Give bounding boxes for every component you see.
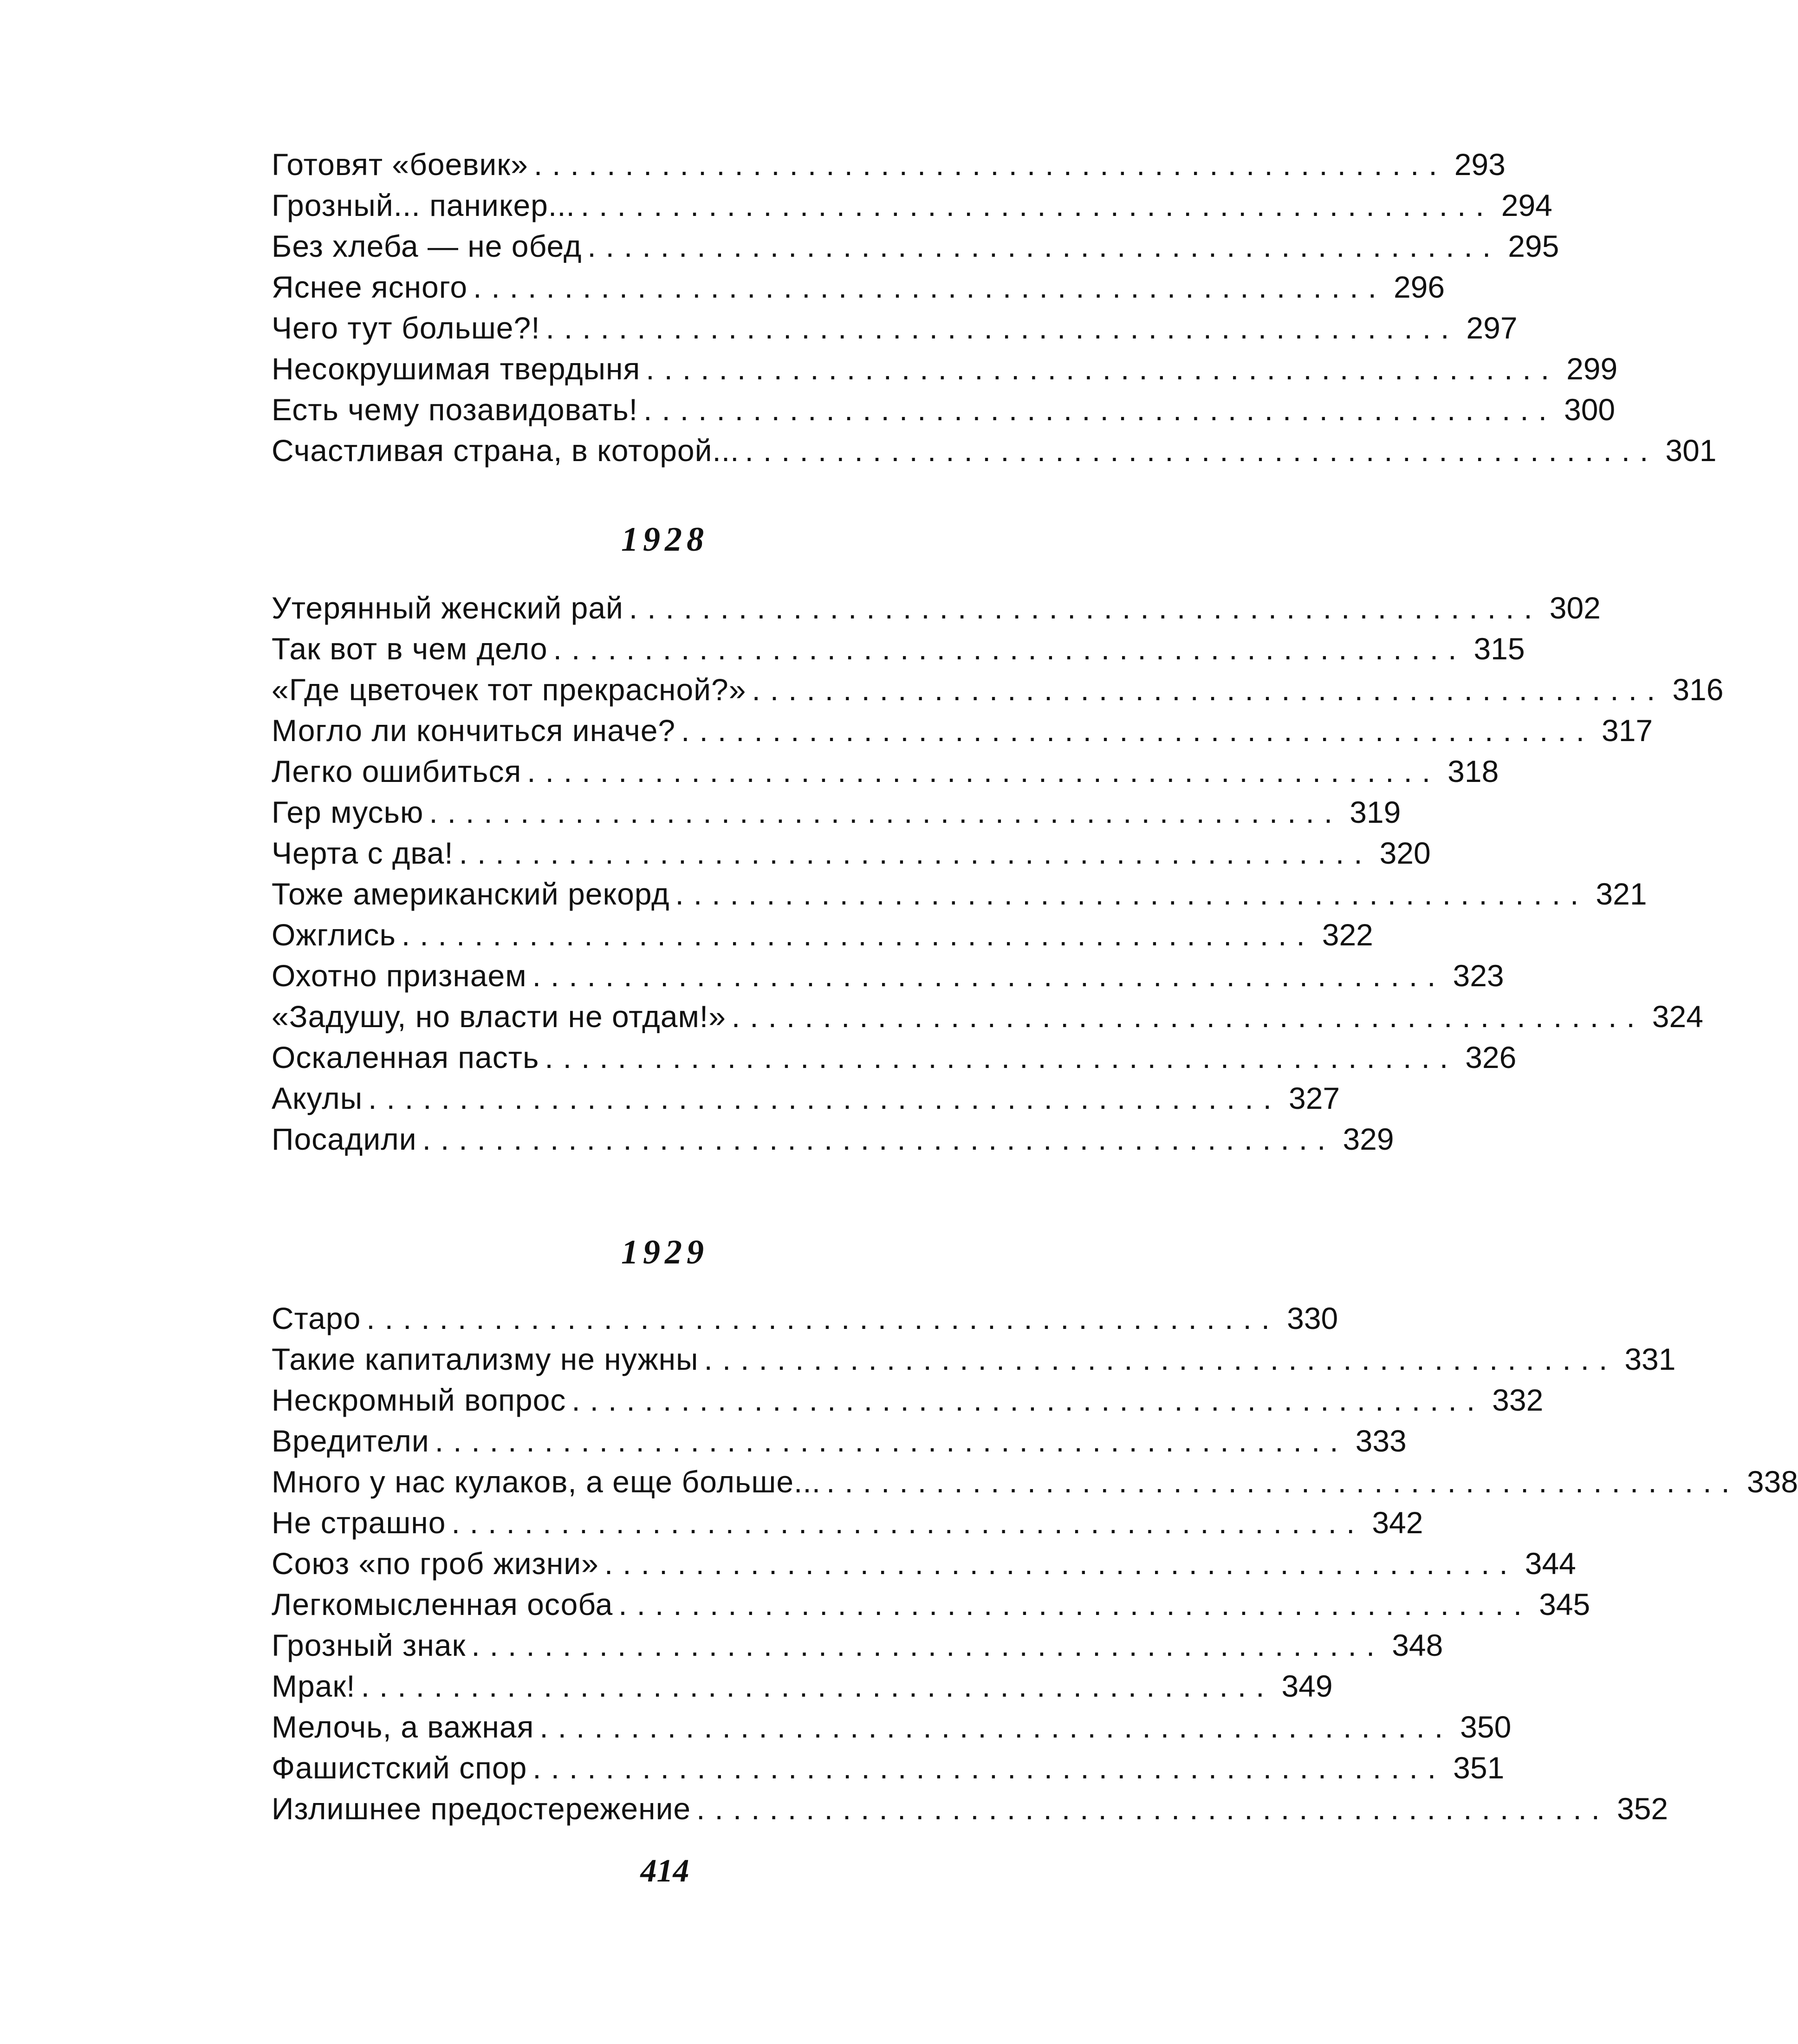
toc-entry: [272, 226, 1559, 267]
toc-entry-page: 294: [1501, 188, 1552, 222]
toc-entry: [272, 628, 1525, 669]
toc-entry-title: Охотно признаем: [272, 958, 527, 993]
toc-entry: [272, 996, 1703, 1037]
toc-section-1928: [272, 587, 1724, 1159]
toc-entry-page: 333: [1355, 1424, 1407, 1458]
toc-leader-dots: ..................................................: [571, 1383, 1485, 1417]
toc-leader-dots: ..................................................: [435, 1424, 1348, 1458]
toc-entry-page: 319: [1350, 795, 1401, 829]
toc-leader-dots: ..................................................: [459, 836, 1372, 870]
toc-entry-title: Яснее ясного: [272, 270, 468, 304]
toc-entry-page: 315: [1473, 631, 1525, 666]
toc-leader-dots: ..................................................: [532, 958, 1446, 993]
toc-entry-title: Мрак!: [272, 1669, 356, 1703]
toc-entry-page: 300: [1564, 392, 1616, 427]
toc-leader-dots: ..................................................: [451, 1505, 1365, 1540]
toc-entry-page: 329: [1343, 1122, 1394, 1156]
toc-leader-dots: ..................................................: [429, 795, 1343, 829]
toc-entry: [272, 1666, 1333, 1706]
toc-entry-page: 345: [1539, 1587, 1590, 1621]
toc-entry-title: Такие капитализму не нужны: [272, 1342, 699, 1376]
toc-entry-page: 342: [1372, 1505, 1423, 1540]
toc-entry-title: Ожглись: [272, 918, 396, 952]
toc-leader-dots: ..................................................: [539, 1710, 1453, 1744]
toc-leader-dots: ..................................................: [532, 1751, 1446, 1785]
toc-entry: [272, 1788, 1668, 1829]
toc-entry: [272, 1584, 1590, 1625]
toc-entry: [272, 1119, 1394, 1159]
toc-leader-dots: ..................................................: [553, 631, 1467, 666]
toc-leader-dots: ..................................................: [587, 229, 1501, 263]
toc-leader-dots: ..................................................: [629, 591, 1542, 625]
toc-entry: [272, 1298, 1338, 1339]
toc-leader-dots: ..................................................: [533, 147, 1447, 182]
toc-entry-title: Фашистский спор: [272, 1751, 527, 1785]
toc-entry-page: 323: [1453, 958, 1504, 993]
toc-entry-title: Могло ли кончиться иначе?: [272, 713, 676, 748]
toc-entry: [272, 144, 1506, 185]
toc-entry-page: 330: [1287, 1301, 1338, 1335]
toc-entry-page: 324: [1652, 999, 1703, 1034]
toc-entry: [272, 1543, 1576, 1584]
toc-entry: [272, 1625, 1443, 1666]
toc-entry: [272, 1502, 1423, 1543]
toc-entry-title: Несокрушимая твердыня: [272, 352, 641, 386]
toc-entry-title: Не страшно: [272, 1505, 446, 1540]
toc-leader-dots: ..................................................: [361, 1669, 1274, 1703]
toc-leader-dots: ..................................................: [545, 1040, 1458, 1074]
toc-entry-page: 299: [1566, 352, 1618, 386]
toc-leader-dots: ..................................................: [422, 1122, 1336, 1156]
toc-entry-page: 317: [1602, 713, 1653, 748]
toc-entry-page: 331: [1624, 1342, 1676, 1376]
toc-entry-title: Утерянный женский рай: [272, 591, 623, 625]
toc-entry-page: 301: [1665, 433, 1717, 468]
toc-entry-title: «Где цветочек тот прекрасной?»: [272, 672, 746, 707]
toc-leader-dots: ..................................................: [731, 999, 1645, 1034]
toc-entry: [272, 1461, 1798, 1502]
toc-entry: [272, 307, 1518, 348]
toc-entry-page: 296: [1393, 270, 1445, 304]
toc-entry-page: 332: [1492, 1383, 1544, 1417]
toc-entry-title: Тоже американский рекорд: [272, 877, 670, 911]
toc-leader-dots: ..................................................: [368, 1081, 1281, 1115]
toc-entry-title: Оскаленная пасть: [272, 1040, 539, 1074]
toc-entry-title: Без хлеба — не обед: [272, 229, 582, 263]
toc-leader-dots: ..................................................: [618, 1587, 1532, 1621]
toc-entry-title: Мелочь, а важная: [272, 1710, 534, 1744]
toc-entry: [272, 1747, 1505, 1788]
toc-entry-title: Легкомысленная особа: [272, 1587, 613, 1621]
toc-entry-title: Старо: [272, 1301, 361, 1335]
toc-leader-dots: ..................................................: [752, 672, 1665, 707]
toc-entry: [272, 587, 1601, 628]
toc-entry-title: Союз «по гроб жизни»: [272, 1546, 599, 1581]
toc-entry-title: Много у нас кулаков, а еще больше...: [272, 1465, 821, 1499]
toc-leader-dots: ..................................................: [545, 311, 1459, 345]
toc-entry-page: 321: [1596, 877, 1647, 911]
toc-entry-title: Грозный... паникер...: [272, 188, 575, 222]
toc-entry: [272, 792, 1401, 833]
toc-entry-page: 293: [1454, 147, 1506, 182]
toc-entry: [272, 710, 1653, 751]
toc-leader-dots: ..................................................: [401, 918, 1315, 952]
toc-leader-dots: ..................................................: [527, 754, 1441, 788]
toc-entry-page: 295: [1508, 229, 1559, 263]
toc-entry-page: 322: [1322, 918, 1373, 952]
toc-entry-page: 351: [1453, 1751, 1505, 1785]
toc-leader-dots: ..................................................: [471, 1628, 1385, 1662]
toc-entry-title: Так вот в чем дело: [272, 631, 548, 666]
toc-entry: [272, 669, 1724, 710]
toc-entry-title: Счастливая страна, в которой...: [272, 433, 740, 468]
toc-entry-title: Излишнее предостережение: [272, 1791, 691, 1826]
toc-entry-title: Посадили: [272, 1122, 417, 1156]
toc-leader-dots: ..................................................: [604, 1546, 1518, 1581]
toc-entry: [272, 1420, 1407, 1461]
toc-leader-dots: ..................................................: [580, 188, 1494, 222]
toc-entry: [272, 389, 1616, 430]
toc-entry: [272, 348, 1618, 389]
toc-entry-title: Акулы: [272, 1081, 363, 1115]
toc-entry-page: 320: [1379, 836, 1431, 870]
toc-entry: [272, 185, 1552, 226]
toc-entry: [272, 873, 1647, 914]
toc-entry: [272, 1380, 1544, 1420]
toc-entry-page: 326: [1465, 1040, 1517, 1074]
toc-leader-dots: ..................................................: [646, 352, 1559, 386]
toc-entry: [272, 267, 1445, 307]
toc-entry-title: Легко ошибиться: [272, 754, 522, 788]
toc-leader-dots: ..................................................: [826, 1465, 1740, 1499]
toc-entry-page: 302: [1549, 591, 1601, 625]
toc-leader-dots: ..................................................: [675, 877, 1589, 911]
toc-section-continued: [272, 144, 1717, 471]
toc-entry: [272, 430, 1717, 471]
toc-entry-page: 318: [1447, 754, 1499, 788]
toc-leader-dots: ..................................................: [473, 270, 1386, 304]
toc-leader-dots: ..................................................: [366, 1301, 1280, 1335]
toc-entry-title: Нескромный вопрос: [272, 1383, 566, 1417]
toc-entry-page: 327: [1289, 1081, 1340, 1115]
toc-entry: [272, 1339, 1676, 1380]
toc-entry: [272, 1078, 1340, 1119]
toc-leader-dots: ..................................................: [745, 433, 1658, 468]
toc-entry-page: 348: [1392, 1628, 1443, 1662]
toc-leader-dots: ..................................................: [696, 1791, 1610, 1826]
toc-entry-page: 344: [1525, 1546, 1576, 1581]
toc-entry-title: Грозный знак: [272, 1628, 466, 1662]
toc-entry: [272, 914, 1373, 955]
toc-entry-title: Готовят «боевик»: [272, 147, 528, 182]
toc-leader-dots: ..................................................: [681, 713, 1595, 748]
toc-entry-page: 338: [1746, 1465, 1798, 1499]
toc-leader-dots: ..................................................: [704, 1342, 1617, 1376]
toc-entry-page: 316: [1672, 672, 1724, 707]
toc-entry-page: 297: [1466, 311, 1518, 345]
toc-entry: [272, 751, 1499, 792]
toc-entry-page: 349: [1281, 1669, 1333, 1703]
toc-entry-title: Черта с два!: [272, 836, 454, 870]
page-number: 414: [640, 1853, 689, 1889]
toc-entry: [272, 1037, 1517, 1078]
toc-entry-title: Есть чему позавидовать!: [272, 392, 638, 427]
toc-entry-title: «Задушу, но власти не отдам!»: [272, 999, 726, 1034]
toc-entry-title: Вредители: [272, 1424, 429, 1458]
toc-entry-title: Чего тут больше?!: [272, 311, 540, 345]
toc-entry-page: 350: [1460, 1710, 1512, 1744]
toc-entry: [272, 955, 1504, 996]
toc-entry-page: 352: [1617, 1791, 1668, 1826]
toc-section-1929: [272, 1298, 1798, 1829]
toc-entry: [272, 1706, 1512, 1747]
toc-leader-dots: ..................................................: [643, 392, 1557, 427]
section-year-heading: 1928: [621, 521, 708, 559]
toc-entry: [272, 833, 1431, 873]
toc-entry-title: Гер мусью: [272, 795, 424, 829]
section-year-heading: 1929: [621, 1233, 708, 1271]
